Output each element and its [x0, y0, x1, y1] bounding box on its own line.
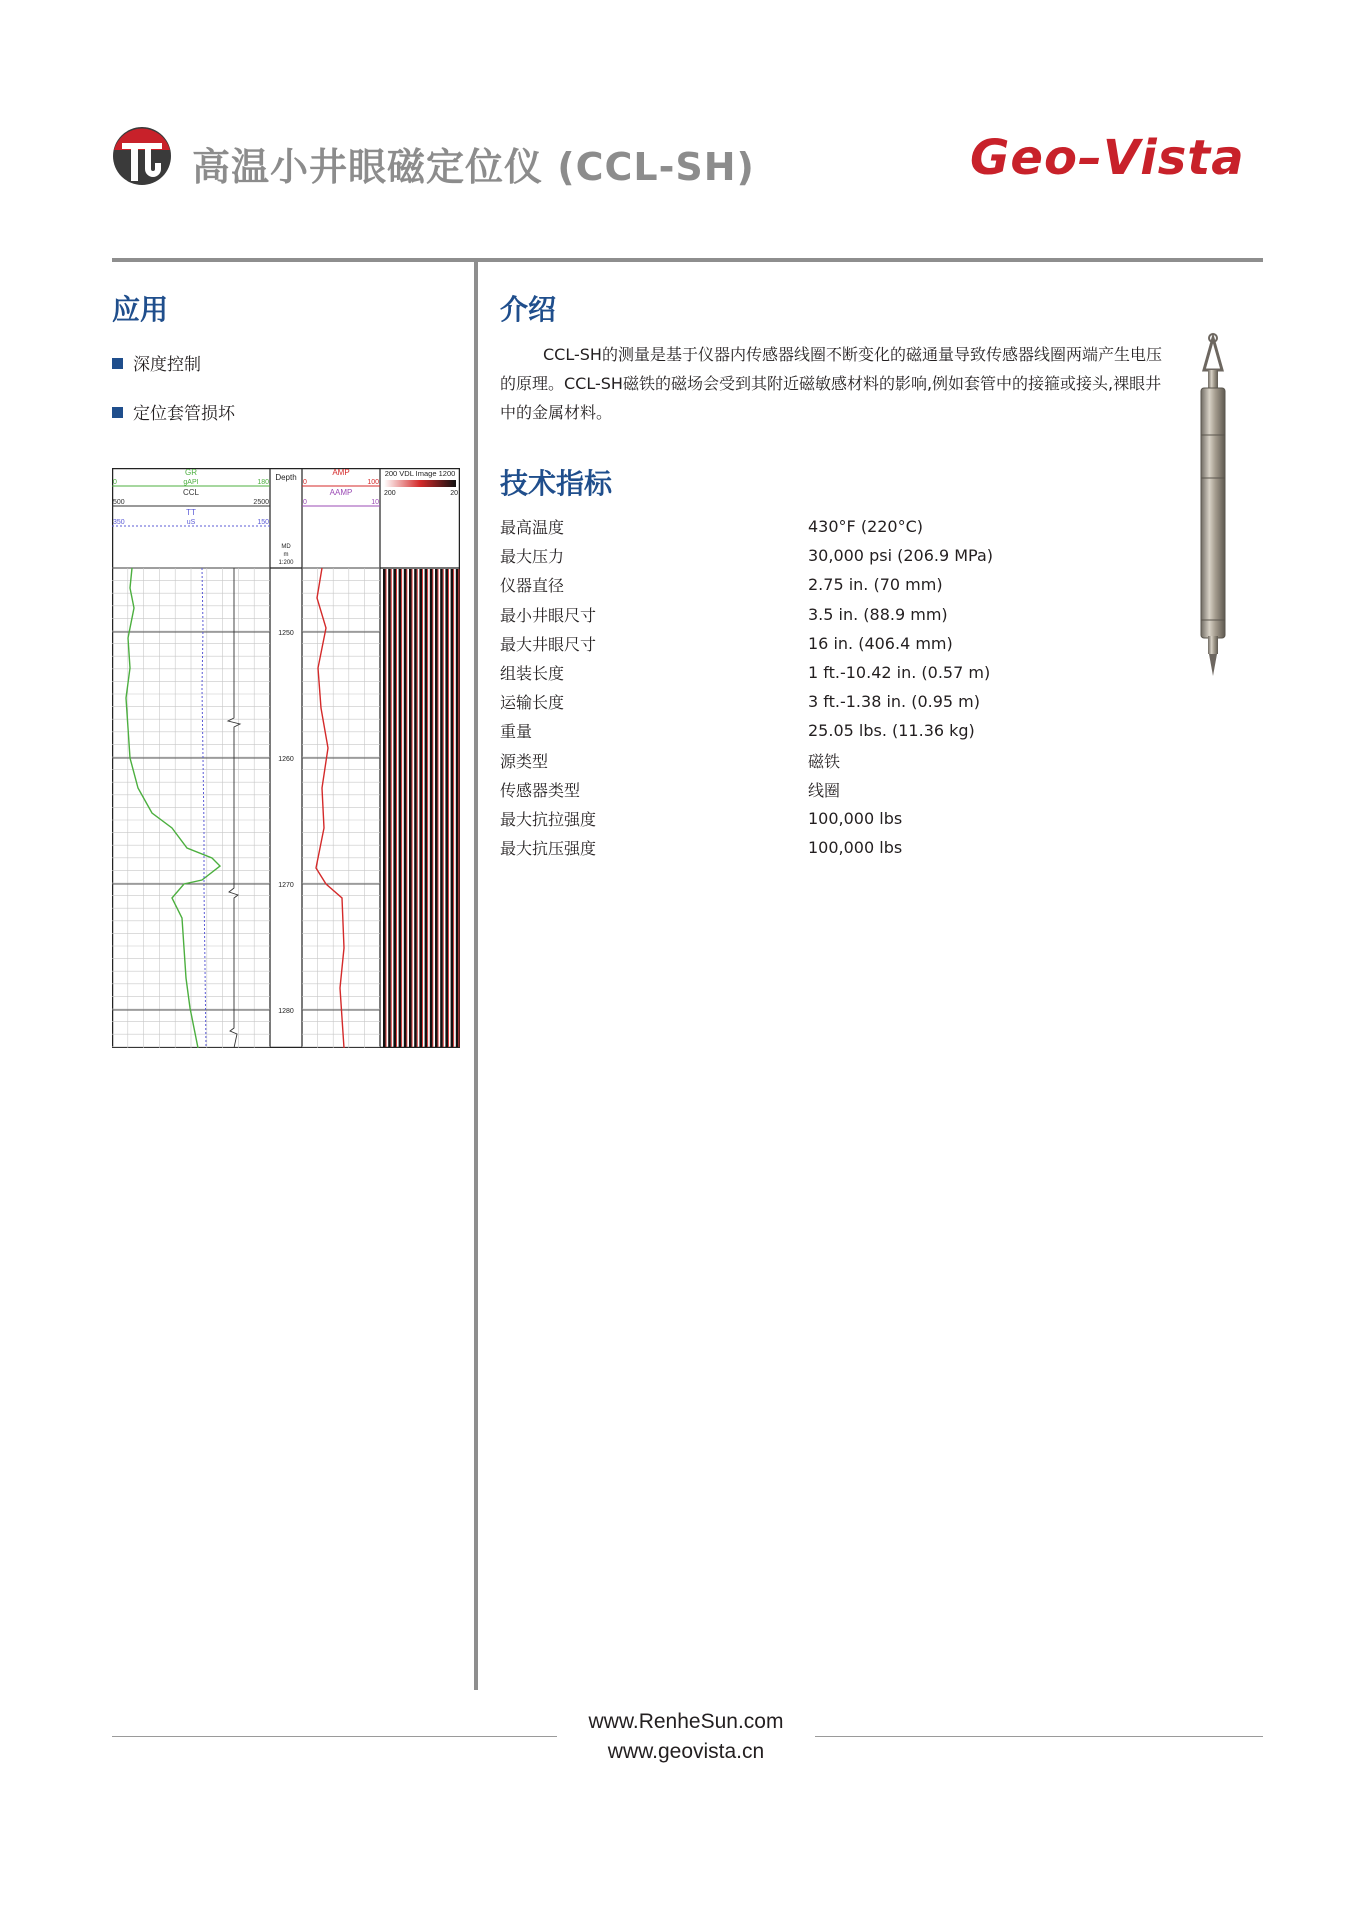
vdl-band: [383, 569, 386, 1047]
table-row: 组装长度 1 ft.-10.42 in. (0.57 m): [500, 663, 991, 684]
vdl-band: [409, 569, 412, 1047]
vdl-fringe: [401, 569, 402, 1047]
vdl-fringe: [417, 569, 418, 1047]
vdl-fringe: [422, 569, 423, 1047]
vdl-fringe: [396, 569, 397, 1047]
track2-scale-min: 0: [303, 499, 307, 506]
depth-label: 1250: [278, 630, 294, 637]
depth-label: 1280: [278, 1008, 294, 1015]
page-title: 高温小井眼磁定位仪 (CCL-SH): [192, 145, 755, 189]
depth-scale-label: MD: [281, 544, 291, 550]
vdl-fringe: [427, 569, 428, 1047]
vdl-fringe: [406, 569, 407, 1047]
company-logo: [112, 126, 172, 186]
track3-scale-min: 200: [384, 490, 396, 497]
table-row: 最大抗压强度 100,000 lbs: [500, 838, 903, 859]
vdl-band: [404, 569, 407, 1047]
tool-image: [1178, 330, 1248, 680]
vdl-fringe: [458, 569, 459, 1047]
vdl-band: [445, 569, 448, 1047]
table-row: 最高温度 430°F (220°C): [500, 517, 924, 538]
track2-scale-min: 0: [303, 479, 307, 486]
bullet-square-icon: [112, 358, 123, 369]
track1-scale-max: 180: [257, 479, 269, 486]
vdl-band: [430, 569, 433, 1047]
vdl-fringe: [391, 569, 392, 1047]
vdl-fringe: [432, 569, 433, 1047]
track1-scale-min: 0: [113, 479, 117, 486]
introduction-text: CCL-SH的测量是基于仪器内传感器线圈不断变化的磁通量导致传感器线圈两端产生电压的原理。CCL-SH磁铁的磁场会受到其附近磁敏感材料的影响,例如套管中的接箍或接头,裸眼井中的金属材料。: [500, 345, 1162, 422]
depth-header: Depth: [275, 473, 297, 482]
track2-scale-max: 10: [371, 499, 379, 506]
specifications-table: [500, 512, 1020, 862]
introduction-heading: 介绍: [500, 293, 557, 326]
vdl-band: [456, 569, 459, 1047]
vdl-band: [399, 569, 402, 1047]
track1-scale-min: 500: [113, 499, 125, 506]
track3-color-scale: [384, 480, 456, 487]
table-row: 源类型 磁铁: [500, 751, 841, 771]
application-item: 深度控制: [112, 350, 201, 375]
vdl-fringe: [438, 569, 439, 1047]
table-row: 运输长度 3 ft.-1.38 in. (0.95 m): [500, 692, 980, 713]
track2-curve-name: AMP: [332, 468, 350, 477]
table-row: 仪器直径 2.75 in. (70 mm): [500, 575, 943, 596]
vdl-fringe: [412, 569, 413, 1047]
track1-curve-name: TT: [186, 508, 196, 517]
column-divider: [474, 258, 478, 1690]
footer-link-renhesun[interactable]: www.RenheSun.com: [588, 1710, 784, 1733]
depth-label: 1260: [278, 756, 294, 763]
vdl-band: [393, 569, 396, 1047]
vdl-fringe: [453, 569, 454, 1047]
table-row: 最大压力 30,000 psi (206.9 MPa): [500, 546, 994, 567]
vdl-band: [388, 569, 391, 1047]
vdl-band: [451, 569, 454, 1047]
track1-curve-unit: uS: [186, 519, 196, 526]
vdl-band: [440, 569, 443, 1047]
track3-scale-max: 20: [450, 490, 458, 497]
table-row: 最大井眼尺寸 16 in. (406.4 mm): [500, 633, 953, 654]
log-chart: [112, 468, 460, 1048]
track1-curve-unit: gAPI: [183, 479, 199, 486]
applications-heading: 应用: [112, 293, 169, 326]
depth-scale-label: 1:200: [278, 560, 294, 566]
header-rule: [112, 258, 1263, 262]
footer-rule-right: [815, 1736, 1263, 1737]
track1-curve-name: GR: [185, 468, 197, 477]
track1-scale-max: 2500: [253, 499, 269, 506]
depth-label: 1270: [278, 882, 294, 889]
footer-rule-left: [112, 1736, 557, 1737]
table-row: 重量 25.05 lbs. (11.36 kg): [500, 721, 975, 742]
table-row: 最大抗拉强度 100,000 lbs: [500, 808, 903, 829]
footer-link-geovista[interactable]: www.geovista.cn: [607, 1740, 765, 1763]
vdl-band: [425, 569, 428, 1047]
table-row: 最小井眼尺寸 3.5 in. (88.9 mm): [500, 604, 948, 625]
vdl-band: [435, 569, 438, 1047]
vdl-fringe: [443, 569, 444, 1047]
specifications-heading: 技术指标: [500, 467, 613, 500]
depth-scale-label: m: [283, 552, 289, 558]
track2-scale-max: 100: [367, 479, 379, 486]
vdl-band: [414, 569, 417, 1047]
brand-logo: Geo–Vista: [970, 130, 1245, 186]
application-item: 定位套管损坏: [112, 399, 235, 424]
track2-curve-name: AAMP: [329, 488, 353, 497]
track1-curve-name: CCL: [182, 488, 200, 497]
track1-scale-min: 350: [113, 519, 125, 526]
bullet-square-icon: [112, 407, 123, 418]
track3-curve-name: 200 VDL Image 1200: [384, 469, 456, 478]
vdl-band: [419, 569, 422, 1047]
vdl-fringe: [386, 569, 387, 1047]
table-row: 传感器类型 线圈: [500, 780, 841, 800]
track1-scale-max: 150: [257, 519, 269, 526]
vdl-fringe: [448, 569, 449, 1047]
